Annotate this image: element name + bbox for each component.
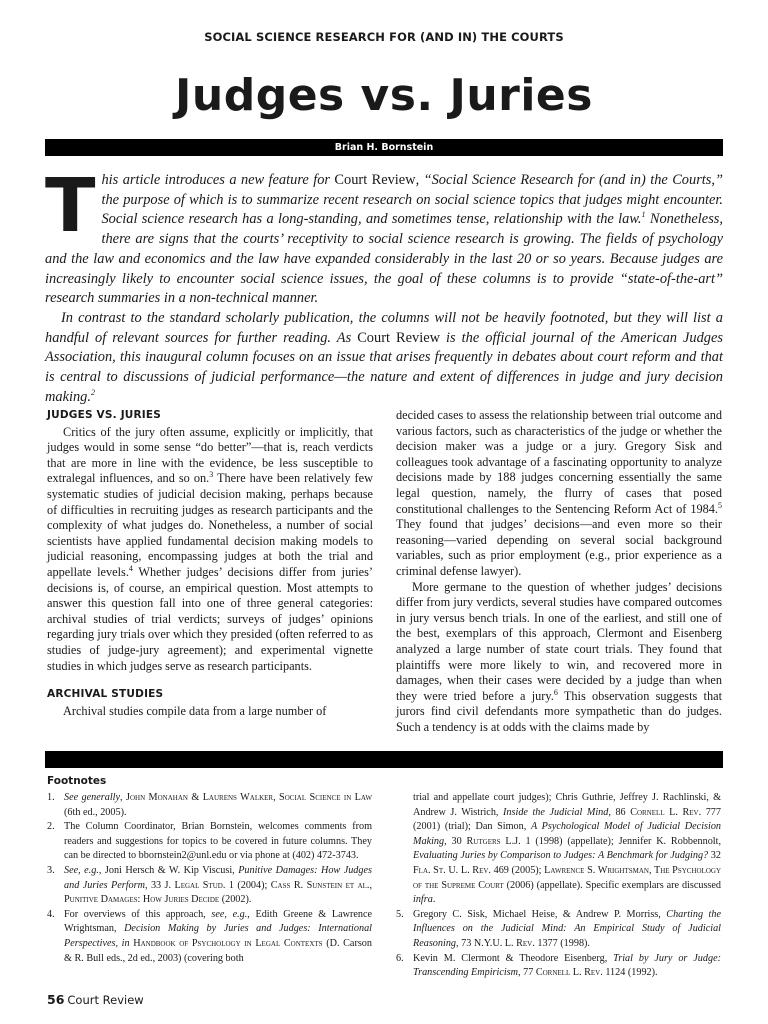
footnote: 5. Gregory C. Sisk, Michael Heise, & Andrew P. Morriss, Charting the Influences on the Judicial Mind: An Empirical Study of Judicial Reasoning, 73 N.Y.U. L. Rev. 1377 (1998).	[396, 908, 721, 949]
footnote: 6. Kevin M. Clermont & Theodore Eisenberg, Trial by Jury or Judge: Transcending Empiricism, 77 Cornell L. Rev. 1124 (1992).	[396, 952, 721, 979]
body-text: There have been relatively few systematic studies of judicial decision making, perhaps because of difficulties in recruiting judges as research participants and the complexity of what judges do. Nonetheless, a number of social scientists have applied fundamental decision making models to judicial reasoning, encompassing judges at both the trial and appellate levels.	[47, 471, 373, 579]
author-name: Brian H. Bornstein	[334, 142, 434, 153]
body-text: decided cases to assess the relationship between trial outcome and various factors, such as characteristics of the judge or whether the decision maker was a judge or a jury. Gregory Sisk and colleagues took advantage of a fascinating opportunity to analyze decisions made by 188 judges concerning essentially the same legal question, namely, the flurry of cases that posed constitutional challenges to the Sentencing Reform Act of 1984.	[396, 408, 722, 516]
footnotes-heading: Footnotes	[47, 775, 107, 787]
footnote-number: 2.	[47, 821, 55, 833]
section-heading: ARCHIVAL STUDIES	[47, 688, 164, 701]
body-text: Critics of the jury often assume, explicitly or implicitly, that judges would in some sense “do better”—that is, reach verdicts that are more in line with the evidence, be less susceptible to extralegal influences, and so on.	[47, 424, 373, 486]
footnote-ref: 5	[718, 500, 722, 510]
intro-text: In contrast to the standard scholarly publication, the columns will not be heavily footnoted, but they will list a handful of relevant sources for further reading. As	[45, 309, 723, 346]
section-kicker: SOCIAL SCIENCE RESEARCH FOR (AND IN) THE COURTS	[204, 30, 564, 44]
footnote-number: 6.	[396, 952, 404, 964]
footnotes-column-right	[396, 791, 721, 981]
intro-text: his article introduces a new feature for	[101, 172, 335, 188]
intro	[45, 163, 723, 407]
page-number: 56	[47, 992, 65, 1007]
footnote-ref: 6	[553, 687, 558, 697]
footnotes-column-left	[47, 791, 372, 966]
footnote-ref: 2	[90, 387, 95, 397]
journal-name: Court Review	[357, 329, 440, 346]
page-footer	[47, 992, 144, 1007]
footnote-ref: 4	[128, 563, 133, 573]
footnote-number: 1.	[47, 792, 55, 803]
footnote: 4. For overviews of this approach, see, e.g., Edith Greene & Lawrence Wrightsman, Decision Making by Juries and Judges: International Perspectives, in Handbook of Psychology in Legal Contexts (D. Carson & R. Bull eds., 2d ed., 2003) (covering both	[47, 908, 373, 964]
body-paragraph: Archival studies compile data from a large number of	[63, 703, 327, 718]
publication-name: Court Review	[67, 993, 144, 1007]
footnote-divider	[45, 751, 723, 768]
drop-cap: T	[45, 163, 96, 249]
footnote-number: 5.	[396, 908, 404, 920]
article-title: Judges vs. Juries	[175, 70, 593, 121]
intro-text: , “Social Science Research for (and in) the Courts,” the purpose of which is to summarize recent research on social science topics that judges might encounter. Social science research has a long-standing, and sometimes tense, relationship with the law.	[101, 172, 723, 228]
intro-paragraph-2	[45, 309, 723, 408]
body-text: Whether judges’ decisions differ from juries’ decisions is, of course, an empirical question. Most attempts to answer this question fall into one of three general categories: archival studies of trial verdicts; surveys of judges’ opinions regarding jury trials over which they presided (often referred to as studies of judge-jury agreement); and experimental vignette studies in which judges serve as research participants.	[47, 564, 373, 673]
body-paragraph	[396, 408, 722, 580]
body-column-left	[47, 408, 373, 719]
author-bar	[45, 139, 723, 156]
footnote-ref: 3	[209, 470, 214, 480]
footnote: 2. The Column Coordinator, Brian Bornstein, welcomes comments from readers and suggestions for topics to be covered in future columns. They can be directed to bbornstein2@unl.edu or via phone at (402) 472-3743.	[47, 821, 372, 862]
body-paragraph	[47, 425, 373, 675]
body-paragraph	[396, 580, 722, 736]
footnote: 1. See generally, John Monahan & Laurens Walker, Social Science in Law (6th ed., 2005).	[47, 792, 373, 818]
intro-paragraph-1	[45, 163, 723, 309]
footnote-continued: trial and appellate court judges); Chris Guthrie, Jeffrey J. Rachlinski, & Andrew J. Wistrich, Inside the Judicial Mind, 86 Cornell L. Rev. 777 (2001) (trial); Dan Simon, A Psychological Model of Judicial Decision Making, 30 Rutgers L.J. 1 (1998) (appellate); Jennifer K. Robbennolt, Evaluating Juries by Comparison to Judges: A Benchmark for Judging? 32 Fla. St. U. L. Rev. 469 (2005); Lawrence S. Wrightsman, The Psychology of the Supreme Court (2006) (appellate). Specific exemplars are discussed infra.	[413, 792, 722, 906]
body-text: More germane to the question of whether judges’ decisions differ from jury verdicts, several studies have compared outcomes in jury versus bench trials. In one of the earliest, and still one of the best, exemplars of this approach, Clermont and Eisenberg analyzed a large number of state court trials. They found that plaintiffs were more likely to win, and recovered more in damages, when their cases were decided by a judge than when they were tried before a jury.	[396, 579, 722, 703]
section-heading: JUDGES VS. JURIES	[47, 409, 162, 421]
body-text: They found that judges’ decisions—and even more so their reasoning—varied depending on several social background variables, such as prior employment (e.g., prior experience as a criminal defense lawyer).	[396, 517, 722, 578]
footnote-number: 3.	[47, 864, 55, 876]
body-column-right	[396, 408, 722, 735]
footnote-number: 4.	[47, 908, 55, 920]
intro-text: Nonetheless, there are signs that the courts’ receptivity to social science research is growing. The fields of psychology and the law and economics and the law have expanded considerably in the last 20 or so years. Because judges are increasingly likely to encounter social science issues, the goal of these columns is to provide “state-of-the-art” research summaries in a non-technical manner.	[45, 211, 723, 307]
body-text: This observation suggests that jurors find civil defendants more sympathetic than do judges. Such a tendency is at odds with the claims made by	[396, 688, 722, 734]
intro-text: is the official journal of the American Judges Association, this inaugural column focuses on an issue that arises frequently in debates about court reform and that is central to discussions of judicial performance—the nature and extent of differences in judge and jury decision making.	[45, 329, 723, 405]
journal-name: Court Review	[334, 172, 416, 188]
footnote: 3. See, e.g., Joni Hersch & W. Kip Viscusi, Punitive Damages: How Judges and Juries Perform, 33 J. Legal Stud. 1 (2004); Cass R. Sunstein et al., Punitive Damages: How Juries Decide (2002).	[47, 864, 373, 906]
footnote-ref: 1	[641, 210, 646, 220]
